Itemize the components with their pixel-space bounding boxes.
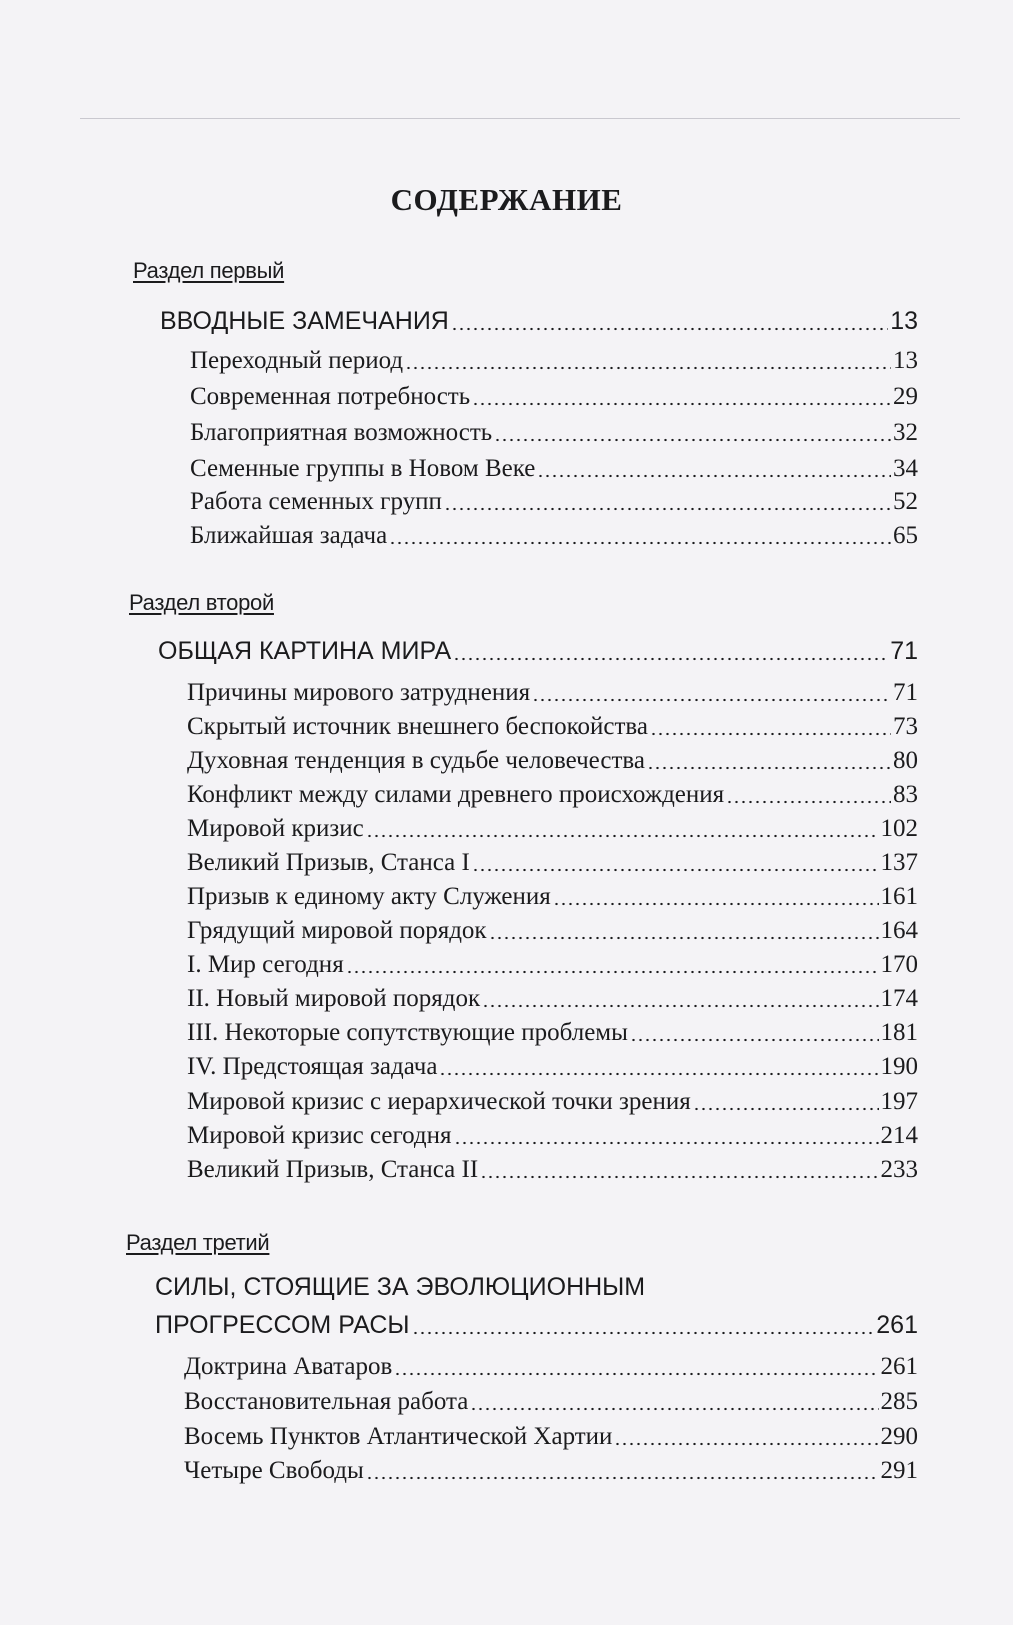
dot-leader [482, 988, 878, 1008]
dot-leader [489, 920, 879, 940]
dot-leader [553, 886, 879, 906]
toc-item-title: Семенные группы в Новом Веке [190, 455, 536, 482]
toc-heading-page: 13 [890, 307, 918, 335]
toc-item [187, 1120, 918, 1152]
toc-heading-title: ПРОГРЕССОМ РАСЫ [155, 1311, 410, 1339]
toc-item-title: Конфликт между силами древнего происхождения [187, 781, 725, 808]
toc-item [184, 1386, 918, 1418]
toc-item-title: III. Некоторые сопутствующие проблемы [187, 1019, 628, 1046]
page-title: СОДЕРЖАНИЕ [390, 182, 623, 217]
toc-item-page: 261 [880, 1353, 918, 1380]
toc-item [184, 1455, 918, 1487]
toc-item-title: Ближайшая задача [190, 522, 388, 549]
dot-leader [532, 682, 891, 702]
toc-item-page: 174 [880, 985, 918, 1012]
toc-item-title: IV. Предстоящая задача [187, 1053, 438, 1080]
dot-leader [494, 422, 891, 442]
toc-item [187, 1086, 918, 1118]
dot-leader [366, 818, 879, 838]
toc-item-page: 214 [880, 1122, 918, 1149]
toc-item-page: 137 [880, 849, 918, 876]
toc-item [190, 345, 918, 377]
toc-item-page: 102 [880, 815, 918, 842]
toc-item [190, 453, 918, 485]
toc-item [187, 881, 918, 913]
toc-heading [158, 635, 918, 667]
toc-item-page: 233 [880, 1156, 918, 1183]
toc-item-page: 65 [893, 522, 918, 549]
toc-item [187, 983, 918, 1015]
toc-item [187, 847, 918, 879]
toc-item-title: Благоприятная возможность [190, 419, 493, 446]
dot-leader [650, 716, 891, 736]
toc-item [184, 1421, 918, 1453]
toc-item-title: I. Мир сегодня [187, 951, 344, 978]
dot-leader [405, 350, 891, 370]
dot-leader [451, 311, 888, 331]
toc-item-title: Переходный период [190, 347, 404, 374]
dot-leader [444, 491, 891, 511]
toc-item-title: Доктрина Аватаров [184, 1353, 393, 1380]
toc-item [187, 745, 918, 777]
toc-item-title: II. Новый мировой порядок [187, 985, 481, 1012]
toc-item-page: 29 [893, 383, 918, 410]
dot-leader [472, 386, 891, 406]
toc-item-page: 34 [893, 455, 918, 482]
toc-item-title: Причины мирового затруднения [187, 679, 531, 706]
toc-item-title: Восстановительная работа [184, 1388, 469, 1415]
toc-item-page: 83 [893, 781, 918, 808]
toc-item-page: 161 [880, 883, 918, 910]
toc-item [187, 779, 918, 811]
toc-item-title: Великий Призыв, Станса I [187, 849, 470, 876]
toc-item [187, 1154, 918, 1186]
toc-item-page: 285 [880, 1388, 918, 1415]
section-label: Раздел третий [126, 1230, 270, 1255]
toc-item [187, 813, 918, 845]
top-rule [80, 118, 960, 119]
toc-item-page: 291 [880, 1457, 918, 1484]
toc-item [187, 677, 918, 709]
dot-leader [389, 525, 891, 545]
toc-item-title: Великий Призыв, Станса II [187, 1156, 479, 1183]
dot-leader [537, 458, 891, 478]
dot-leader [453, 641, 888, 661]
toc-heading-title: ОБЩАЯ КАРТИНА МИРА [158, 637, 452, 665]
toc-item [187, 1051, 918, 1083]
toc-item-title: Мировой кризис сегодня [187, 1122, 452, 1149]
section-label: Раздел второй [129, 590, 274, 615]
dot-leader [394, 1356, 878, 1376]
toc-item-page: 13 [893, 347, 918, 374]
toc-item [190, 520, 918, 552]
toc-heading-line1: СИЛЫ, СТОЯЩИЕ ЗА ЭВОЛЮЦИОННЫМ [155, 1273, 646, 1301]
dot-leader [346, 954, 879, 974]
toc-heading-title: ВВОДНЫЕ ЗАМЕЧАНИЯ [160, 307, 449, 335]
toc-item-title: Призыв к единому акту Служения [187, 883, 551, 910]
dot-leader [630, 1022, 879, 1042]
toc-item-page: 170 [880, 951, 918, 978]
toc-item-title: Духовная тенденция в судьбе человечества [187, 747, 645, 774]
toc-item [187, 949, 918, 981]
toc-item-page: 197 [880, 1088, 918, 1115]
toc-item [187, 915, 918, 947]
toc-item-title: Работа семенных групп [190, 488, 442, 515]
toc-item [184, 1351, 918, 1383]
dot-leader [366, 1460, 879, 1480]
toc-item [190, 417, 918, 449]
dot-leader [693, 1091, 879, 1111]
dot-leader [480, 1159, 878, 1179]
toc-item-title: Грядущий мировой порядок [187, 917, 487, 944]
toc-item-title: Мировой кризис с иерархической точки зрения [187, 1088, 691, 1115]
toc-item-title: Скрытый источник внешнего беспокойства [187, 713, 648, 740]
section-label: Раздел первый [133, 258, 285, 283]
toc-heading [160, 305, 918, 337]
toc-item-page: 71 [893, 679, 918, 706]
dot-leader [454, 1125, 879, 1145]
toc-item-title: Современная потребность [190, 383, 471, 410]
toc-item [187, 711, 918, 743]
toc-item-page: 181 [880, 1019, 918, 1046]
dot-leader [726, 784, 891, 804]
dot-leader [470, 1391, 878, 1411]
dot-leader [472, 852, 879, 872]
dot-leader [614, 1426, 878, 1446]
toc-item-page: 164 [880, 917, 918, 944]
dot-leader [439, 1056, 878, 1076]
toc-item-page: 290 [880, 1423, 918, 1450]
toc-item-page: 52 [893, 488, 918, 515]
toc-item-page: 73 [893, 713, 918, 740]
toc-heading-page: 71 [890, 637, 918, 665]
dot-leader [647, 750, 891, 770]
toc-item [190, 486, 918, 518]
toc-heading-page: 261 [876, 1311, 918, 1339]
toc-item-page: 190 [880, 1053, 918, 1080]
toc-item [190, 381, 918, 413]
toc-heading [155, 1309, 918, 1341]
toc-item-page: 32 [893, 419, 918, 446]
toc-item-title: Мировой кризис [187, 815, 364, 842]
toc-item [187, 1017, 918, 1049]
toc-item-title: Четыре Свободы [184, 1457, 364, 1484]
toc-item-page: 80 [893, 747, 918, 774]
toc-item-title: Восемь Пунктов Атлантической Хартии [184, 1423, 613, 1450]
dot-leader [412, 1315, 875, 1335]
